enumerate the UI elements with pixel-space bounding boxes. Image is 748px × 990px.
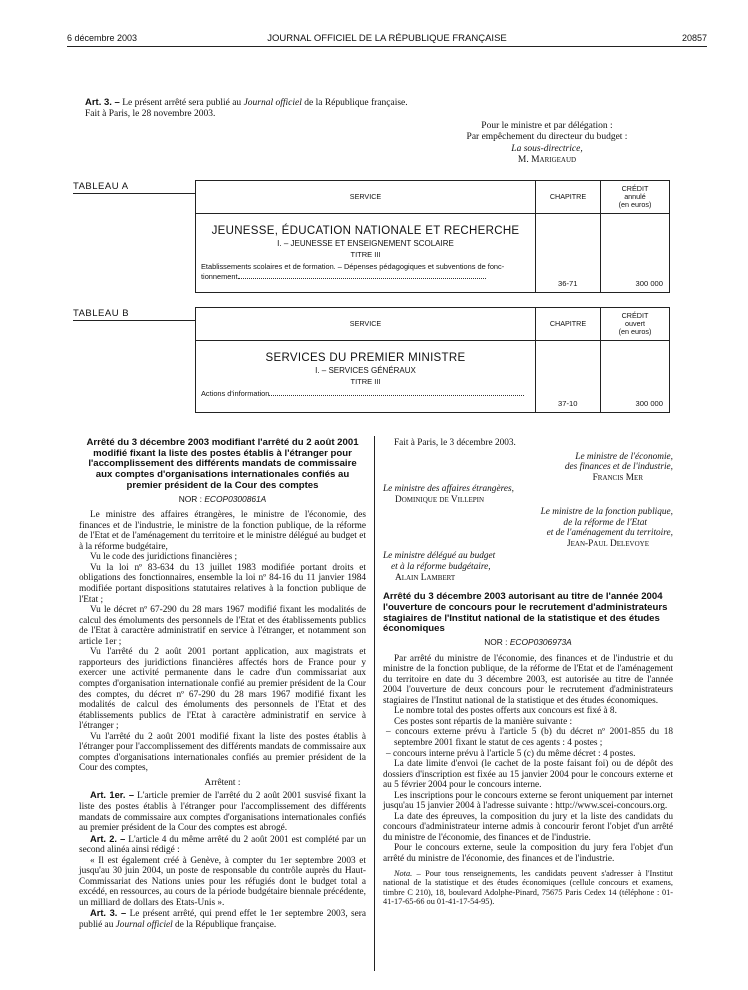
running-header — [67, 33, 707, 47]
top-fait-a-paris: Fait à Paris, le 28 novembre 2003. — [85, 109, 216, 120]
chapitre-value: 37-10 — [558, 399, 578, 409]
signature-budget: Le ministre délégué au budget et à la réforme budgétaire, Alain Lambert — [383, 551, 496, 583]
nor-reference: NOR : ECOP0306973A — [484, 637, 572, 648]
paragraph: La date limite d'envoi (le cachet de la poste faisant foi) ou de dépôt des dossiers d'inscription est fixée au 15 janvier 2004 pour le concours externe et au 5 février 2004 pour le concours interne. — [383, 759, 673, 791]
tableau-b — [195, 307, 670, 413]
col-service: SERVICE — [196, 181, 536, 213]
fait-a-paris: Fait à Paris, le 3 décembre 2003. — [394, 438, 516, 448]
titre-label: TITRE III — [350, 376, 381, 386]
article-2: Art. 2. – L'article 4 du même arrêté du 2 août 2001 est complété par un second alinéa ainsi rédigé : — [79, 833, 366, 856]
decree-heading: Arrêté du 3 décembre 2003 autorisant au titre de l'année 2004 l'ouverture de concours pour le recrutement d'administrateurs stagiaires de l'Institut national de la statistique et des études économiques — [383, 591, 668, 635]
paragraph: La date des épreuves, la composition du jury et la liste des candidats du concours d'administrateur interne admis à concourir feront l'objet d'un arrêté du ministre de l'économie, des finances et de l'industrie. — [383, 811, 673, 843]
tableau-a-body — [196, 214, 669, 292]
top-article-3-text: Art. 3. – Le présent arrêté sera publié au Journal officiel de la République française. — [85, 97, 408, 108]
tableau-a-label: TABLEAU A — [73, 181, 195, 194]
decree-heading: Arrêté du 3 décembre 2003 modifiant l'arrêté du 2 août 2001 modifié fixant la liste des postes établis à l'étranger pour l'accomplissement des différents mandats de commissaire aux comptes d'organisations internationales confiés au premier président de la Cour des comptes — [86, 437, 359, 491]
paragraph: Le ministre des affaires étrangères, le ministre de l'économie, des finances et de l'industrie, le ministre de la fonction publique, de la réforme de l'Etat et de l'aménagement du territoire et le ministre délégué au budget et à la réforme budgétaire, — [79, 510, 366, 552]
paragraph: Vu le code des juridictions financières ; — [90, 552, 238, 563]
paragraph: Pour le concours externe, seule la composition du jury fera l'objet d'un arrêté du ministre de l'économie, des finances et de l'industrie. — [383, 843, 673, 864]
paragraph: Les inscriptions pour le concours externe se feront uniquement par internet jusqu'au 15 janvier 2004 à l'adresse suivante : http://www.scei-concours.org. — [383, 790, 673, 812]
column-divider — [374, 436, 375, 971]
signature-affaires-etrangeres: Le ministre des affaires étrangères, Dominique de Villepin — [383, 484, 514, 505]
signature-finances: Le ministre de l'économie, des finances et de l'industrie, Francis Mer — [564, 451, 673, 483]
list-item: – concours interne prévu à l'article 5 (c) du même décret : 4 postes. — [386, 748, 636, 759]
tableau-b-label: TABLEAU B — [73, 308, 195, 321]
header-page-number: 20857 — [681, 33, 707, 43]
credit-value: 300 000 — [635, 279, 663, 289]
section-name: I. – JEUNESSE ET ENSEIGNEMENT SCOLAIRE — [277, 239, 454, 249]
credit-value: 300 000 — [635, 399, 663, 409]
top-signature-block: Pour le ministre et par délégation : Par empêchement du directeur du budget : La sous-directrice, M. Marigeaud — [466, 121, 628, 166]
nor-reference: NOR : ECOP0300861A — [178, 493, 267, 504]
paragraph: Vu le décret nº 67-290 du 28 mars 1967 modifié fixant les modalités de calcul des émoluments des personnels de l'Etat et des établissements publics de l'Etat à caractère administratif en service à l'étranger, et notamment son article 1er ; — [79, 605, 366, 647]
tableau-b-body — [196, 341, 669, 412]
quoted-paragraph: « Il est également créé à Genève, à compter du 1er septembre 2003 et jusqu'au 30 juin 2004, un poste de responsable du contrôle auprès du Haut-Commissariat des Nations unies pour les réfugiés dont le budget total a excédé, en ressources, au cours de la période budgétaire biennale précédente, un milliard de dollars des Etats-Unis ». — [79, 855, 366, 908]
signature-fonction-publique: Le ministre de la fonction publique, de la réforme de l'Etat et de l'aménagement du territoire, Jean-Paul Delevoye — [540, 507, 673, 549]
col-chapitre: CHAPITRE — [536, 308, 601, 340]
right-column — [383, 438, 673, 907]
col-service: SERVICE — [196, 308, 536, 340]
paragraph: Par arrêté du ministre de l'économie, des finances et de l'industrie et du ministre de la fonction publique, de la réforme de l'Etat et de l'aménagement du territoire en date du 3 décembre 2003, est autorisée au titre de l'année 2004 l'ouverture de deux concours pour le recrutement d'administrateurs stagiaires de l'Institut national de la statistique et des études économiques. — [383, 653, 673, 706]
titre-label: TITRE III — [350, 249, 381, 259]
col-chapitre: CHAPITRE — [536, 181, 601, 213]
list-item: – concours externe prévu à l'article 5 (b) du décret nº 2001-855 du 18 septembre 2001 fixant le statut de ces agents : 4 postes ; — [386, 727, 673, 748]
tableau-a — [195, 180, 670, 293]
chapitre-value: 36-71 — [558, 279, 578, 289]
paragraph: Ces postes sont répartis de la manière suivante : — [394, 716, 573, 727]
article-1: Art. 1er. – L'article premier de l'arrêté du 2 août 2001 susvisé fixant la liste des postes établis à l'étranger pour l'accomplissement des différents mandats de commissaire aux comptes d'organisations internationales confiés au premier président de la Cour des comptes est abrogé. — [79, 790, 366, 834]
paragraph: Vu l'arrêté du 2 août 2001 modifié fixant la liste des postes établis à l'étranger pour l'accomplissement des différents mandats de commissaire aux comptes d'organisations internationales confiés au premier président de la Cour des comptes, — [79, 731, 366, 774]
nota-note: Nota. – Pour tous renseignements, les candidats peuvent s'adresser à l'Institut national de la statistique et des études économiques (cellule concours et examens, timbre C 210), 18, boulevard Adolphe-Pinard, 75675 Paris Cedex 14 (téléphone : 01-41-17-65-66 ou 01-41-17-54-95). — [383, 868, 673, 907]
col-credit: CRÉDIT annulé (en euros) — [618, 184, 652, 209]
budget-line: Etablissements scolaires et de formation. – Dépenses pédagogiques et subventions de fonc- tionnement — [201, 262, 505, 281]
arretent-label: Arrêtent : — [204, 777, 241, 788]
paragraph: Vu la loi nº 83-634 du 13 juillet 1983 modifiée portant droits et obligations des fonctionnaires, ensemble la loi nº 84-16 du 11 janvier 1984 modifiée portant dispositions statutaires relatives à la fonction publique de l'Etat ; — [79, 562, 366, 605]
tableau-b-header — [196, 308, 669, 341]
section-name: I. – SERVICES GÉNÉRAUX — [315, 366, 416, 376]
col-credit: CRÉDIT ouvert (en euros) — [618, 311, 652, 336]
paragraph: Le nombre total des postes offerts aux concours est fixé à 8. — [394, 706, 617, 717]
article-3: Art. 3. – Le présent arrêté, qui prend effet le 1er septembre 2003, sera publié au Journal officiel de la République française. — [79, 908, 366, 930]
left-column — [79, 438, 366, 931]
ministry-name: JEUNESSE, ÉDUCATION NATIONALE ET RECHERCHE — [211, 225, 520, 237]
header-journal-title: JOURNAL OFFICIEL DE LA RÉPUBLIQUE FRANÇAISE — [267, 33, 507, 44]
budget-line: Actions d'information — [196, 386, 535, 398]
header-date: 6 décembre 2003 — [67, 33, 138, 43]
top-article-3 — [85, 97, 685, 120]
ministry-name: SERVICES DU PREMIER MINISTRE — [265, 352, 466, 364]
paragraph: Vu l'arrêté du 2 août 2001 portant application, aux magistrats et rapporteurs des juridictions financières affectés hors de France pour y exercer une activité permanente dans le cadre d'un commissariat aux comptes d'organisation internationale confié au premier président de la Cour des comptes, du décret nº 67-290 du 28 mars 1967 modifié fixant les modalités de calcul des émoluments des personnels de l'Etat et des établissements publics de l'Etat à caractère administratif en service à l'étranger ; — [79, 647, 366, 732]
tableau-a-header — [196, 181, 669, 214]
